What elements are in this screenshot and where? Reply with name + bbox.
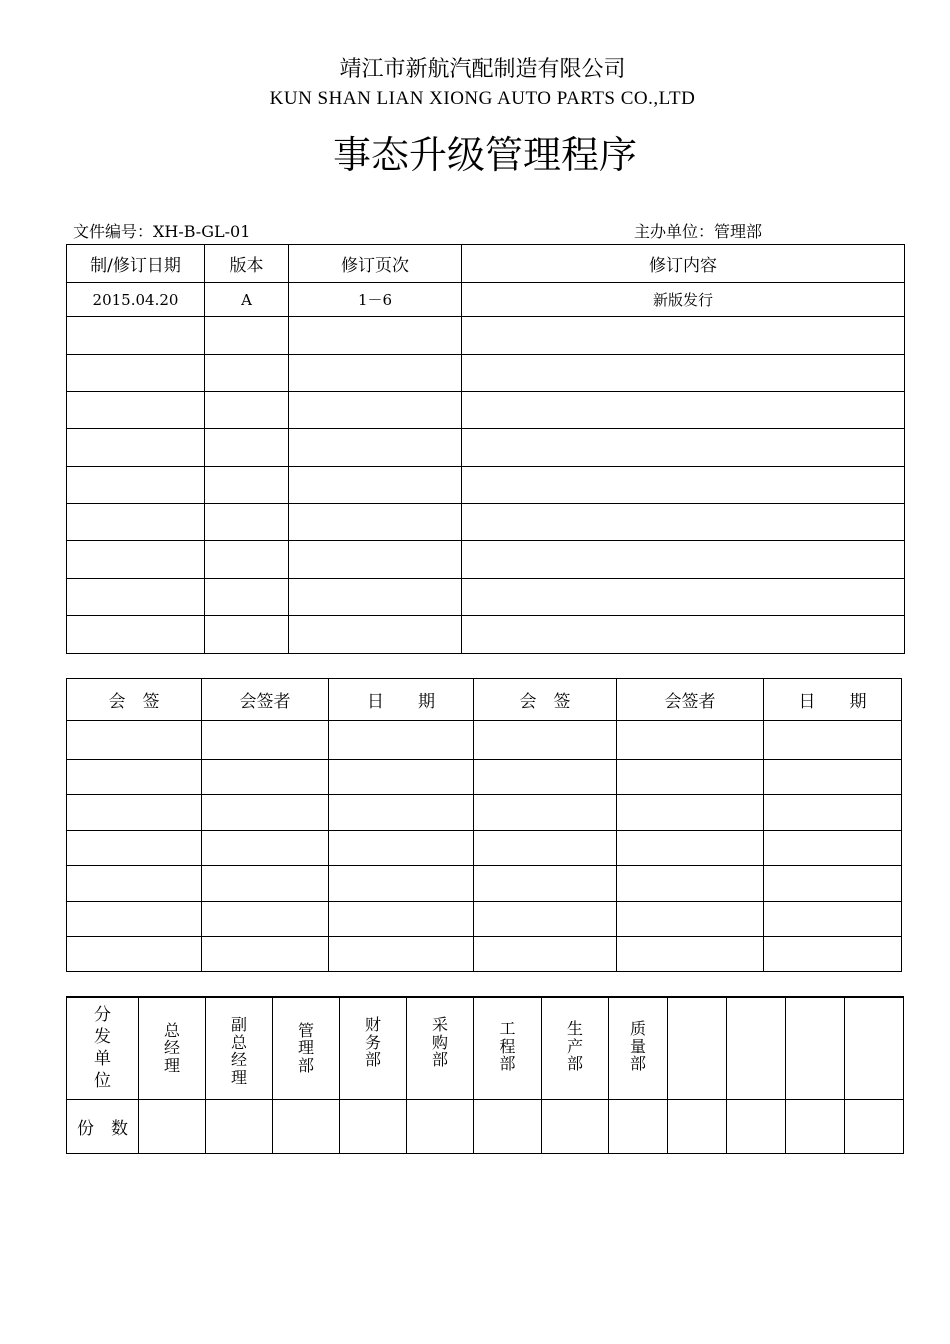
dept-cell: [273, 997, 340, 1099]
table-row: [67, 902, 902, 937]
table-row: [67, 392, 905, 429]
revision-date: 2015.04.20: [67, 283, 205, 317]
dept-cell: [139, 997, 206, 1099]
dept-quality: 质量部: [630, 1019, 647, 1074]
distribution-table: [66, 996, 904, 1154]
table-row: [67, 355, 905, 392]
responsible-department: 主办单位：管理部: [634, 222, 763, 241]
table-row: [67, 317, 905, 355]
table-row: [67, 760, 902, 795]
col-header-sign: 会 签: [67, 679, 202, 721]
col-header-version: 版本: [205, 245, 289, 283]
table-row: [67, 579, 905, 616]
col-header-sign: 会 签: [474, 679, 617, 721]
company-name-en: KUN SHAN LIAN XIONG AUTO PARTS CO.,LTD: [269, 88, 696, 109]
dept-production: 生产部: [567, 1019, 584, 1074]
document-title: 事态升级管理程序: [332, 133, 637, 177]
table-row: [67, 541, 905, 579]
dept-engineering: 工程部: [499, 1019, 516, 1074]
table-row: [67, 937, 902, 972]
dept-purchasing: 采购部: [432, 1015, 449, 1070]
table-row: [67, 616, 905, 654]
signoff-table: [66, 678, 902, 972]
dept-general-manager: 总经理: [164, 1020, 181, 1076]
col-header-date: 制/修订日期: [67, 245, 205, 283]
table-row: [67, 467, 905, 504]
table-row: [67, 283, 905, 317]
col-header-date: 日 期: [764, 679, 902, 721]
distribution-label-cell: [67, 997, 139, 1099]
col-header-content: 修订内容: [462, 245, 905, 283]
table-row: [67, 721, 902, 760]
copies-label: 份 数: [67, 1099, 139, 1153]
revision-table: [66, 244, 905, 654]
document-number: 文件编号：XH-B-GL-01: [73, 222, 251, 241]
table-row: [67, 504, 905, 541]
dept-cell: [609, 997, 668, 1099]
revision-content: 新版发行: [462, 283, 905, 317]
copies-row: [67, 1099, 904, 1153]
company-name-cn: 靖江市新航汽配制造有限公司: [339, 57, 626, 82]
col-header-signer: 会签者: [617, 679, 764, 721]
revision-pages: 1－6: [289, 283, 462, 317]
col-header-date: 日 期: [329, 679, 474, 721]
dept-cell: [474, 997, 542, 1099]
table-row: [67, 866, 902, 902]
signoff-header-row: [67, 679, 902, 721]
distribution-header-row: [67, 997, 904, 1099]
table-row: [67, 831, 902, 866]
col-header-pages: 修订页次: [289, 245, 462, 283]
col-header-signer: 会签者: [202, 679, 329, 721]
revision-version: A: [205, 283, 289, 317]
revision-header-row: [67, 245, 905, 283]
table-row: [67, 429, 905, 467]
dept-deputy-general-manager: 副总经理: [231, 1015, 248, 1087]
dept-cell: [340, 997, 407, 1099]
dept-cell: [407, 997, 474, 1099]
dept-finance: 财务部: [365, 1015, 382, 1070]
dept-cell: [206, 997, 273, 1099]
dept-cell: [542, 997, 609, 1099]
distribution-label: 分发单位: [94, 1005, 111, 1092]
dept-management: 管理部: [298, 1020, 315, 1076]
table-row: [67, 795, 902, 831]
